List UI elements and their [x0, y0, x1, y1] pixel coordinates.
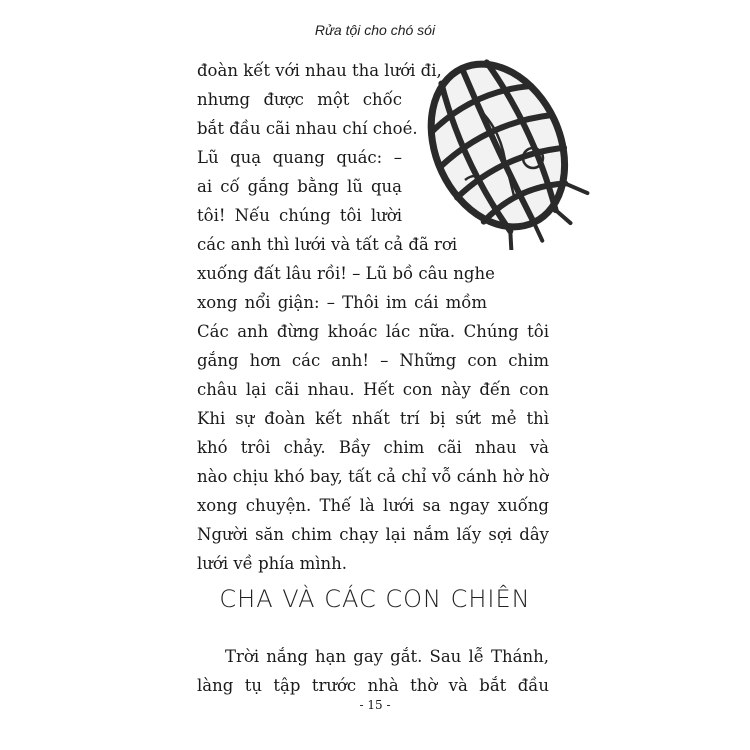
text-line: các anh thì lưới và tất cả đã rơi: [197, 235, 458, 254]
text-line: Khi sự đoàn kết nhất trí bị sứt mẻ thì: [197, 409, 549, 428]
text-line: lưới về phía mình.: [197, 554, 348, 573]
section-title: CHA VÀ CÁC CON CHIÊN: [219, 585, 531, 613]
bird-net-illustration: [405, 50, 595, 250]
text-line: làng tụ tập trước nhà thờ và bắt đầu: [197, 676, 549, 695]
text-line: châu lại cãi nhau. Hết con này đến con: [197, 380, 549, 399]
text-line: Các anh đừng khoác lác nữa. Chúng tôi: [197, 322, 549, 341]
text-line: xong nổi giận: – Thôi im cái mồm: [197, 293, 487, 312]
text-line: Lũ quạ quang quác: –: [197, 148, 402, 167]
text-line: bắt đầu cãi nhau chí choé.: [197, 119, 418, 138]
text-line: nhưng được một chốc: [197, 90, 402, 109]
text-line: tôi! Nếu chúng tôi lười: [197, 206, 402, 225]
text-line: Trời nắng hạn gay gắt. Sau lễ Thánh,: [225, 647, 549, 666]
text-line: gắng hơn các anh! – Những con chim: [197, 351, 549, 370]
running-header: Rửa tội cho chó sói: [314, 22, 436, 38]
text-line: xuống đất lâu rồi! – Lũ bồ câu nghe: [197, 264, 495, 283]
story-paragraph-2: [197, 642, 549, 700]
text-line: xong chuyện. Thế là lưới sa ngay xuống: [197, 496, 549, 515]
text-line: Người săn chim chạy lại nắm lấy sợi dây: [197, 525, 549, 544]
page-number: - 15 -: [359, 698, 391, 712]
text-line: đoàn kết với nhau tha lưới đi,: [197, 61, 442, 80]
text-line: nào chịu khó bay, tất cả chỉ vỗ cánh hờ hờ: [197, 467, 549, 486]
text-line: khó trôi chảy. Bầy chim cãi nhau và: [197, 438, 549, 457]
text-line: ai cố gắng bằng lũ quạ: [197, 177, 402, 196]
